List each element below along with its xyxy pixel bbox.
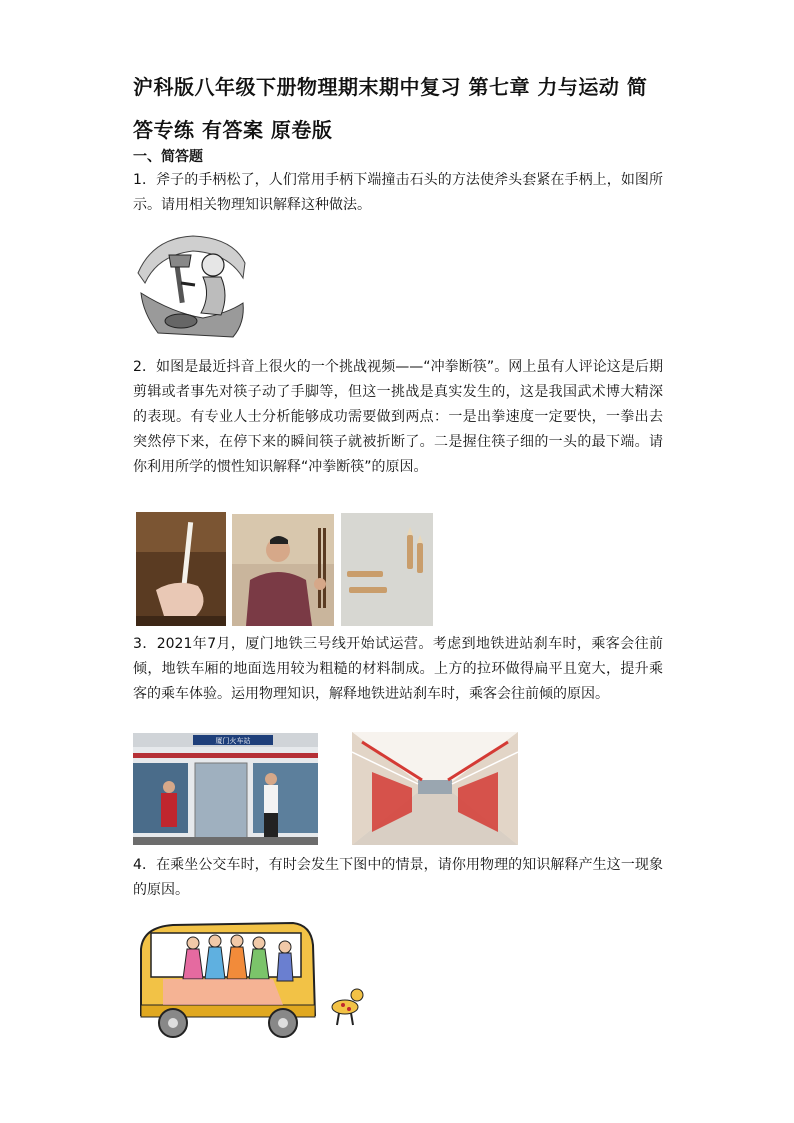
metro-platform-photo bbox=[133, 733, 318, 845]
chopstick-hand-photo bbox=[136, 512, 226, 626]
broken-chopsticks-photo bbox=[341, 513, 433, 626]
question-1 bbox=[133, 168, 663, 218]
martial-artist-photo bbox=[232, 514, 334, 626]
axe-illustration bbox=[133, 233, 250, 339]
question-4 bbox=[133, 853, 663, 903]
station-sign-text: 厦门火车站 bbox=[215, 737, 251, 745]
question-2 bbox=[133, 355, 663, 480]
question-text: 2．如图是最近抖音上很火的一个挑战视频——“冲拳断筷”。网上虽有人评论这是后期剪辑或者事先对筷子动了手脚等，但这一挑战是真实发生的，这是我国武术博大精深的表现。有专业人士分析能够成功需要做到两点：一是出拳速度一定要快，一拳出去突然停下来，在停下来的瞬间筷子就被折断了。二是握住筷子细的一头的最下端。请你利用所学的惯性知识解释“冲拳断筷”的原因。 bbox=[133, 359, 663, 475]
question-text: 1．斧子的手柄松了，人们常用手柄下端撞击石头的方法使斧头套紧在手柄上，如图所示。请用相关物理知识解释这种做法。 bbox=[133, 172, 663, 213]
bus-braking-illustration bbox=[133, 919, 373, 1043]
section-heading: 一、简答题 bbox=[133, 149, 203, 165]
question-3 bbox=[133, 632, 663, 707]
document-title: 沪科版八年级下册物理期末期中复习 第七章 力与运动 简答专练 有答案 原卷版 bbox=[133, 75, 648, 142]
question-text: 3．2021年7月，厦门地铁三号线开始试运营。考虑到地铁进站刹车时，乘客会往前倾，地铁车厢的地面选用较为粗糙的材料制成。上方的拉环做得扁平且宽大，提升乘客的乘车体验。运用物理知识，解释地铁进站刹车时，乘客会往前倾的原因。 bbox=[133, 636, 663, 702]
metro-interior-photo bbox=[352, 732, 518, 845]
question-text: 4．在乘坐公交车时，有时会发生下图中的情景，请你用物理的知识解释产生这一现象的原因。 bbox=[133, 857, 663, 898]
